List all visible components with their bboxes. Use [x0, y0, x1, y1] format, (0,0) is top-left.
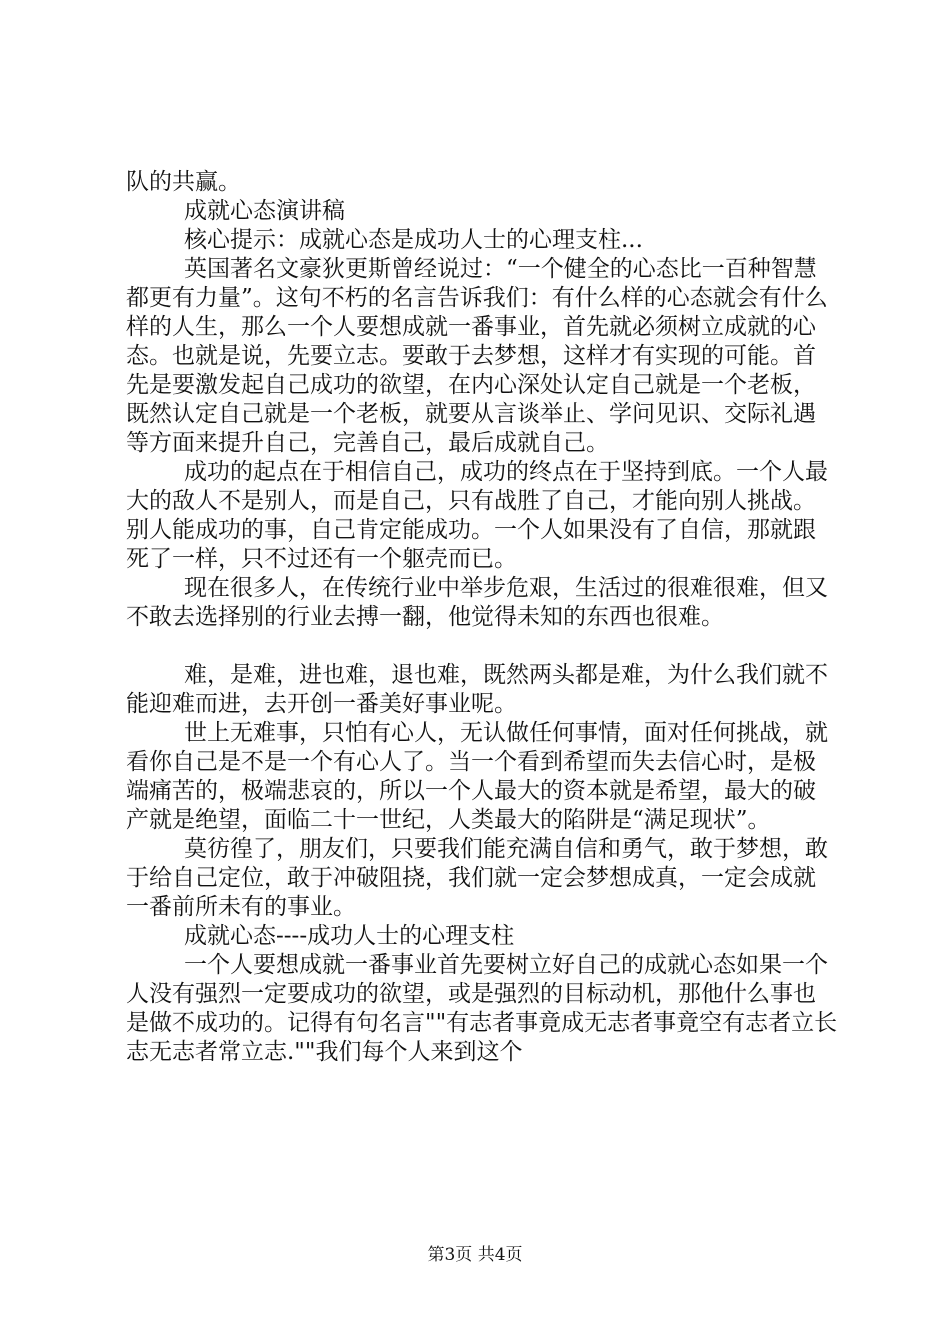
paragraph-9: 莫彷徨了，朋友们，只要我们能充满自信和勇气，敢于梦想，敢于给自己定位，敢于冲破阻挠，我们就一定会梦想成真，一定会成就一番前所未有的事业。 [126, 836, 828, 920]
document-body [126, 168, 838, 1067]
paragraph-2-title: 成就心态演讲稿 [184, 198, 345, 224]
paragraph-5: 成功的起点在于相信自己，成功的终点在于坚持到底。一个人最大的敌人不是别人，而是自己，只有战胜了自己，才能向别人挑战。别人能成功的事，自己肯定能成功。一个人如果没有了自信，那就跟死了一样，只不过还有一个躯壳而已。 [126, 459, 828, 572]
paragraph-3-hint: 核心提示：成就心态是成功人士的心理支柱... [184, 227, 643, 253]
page-footer: 第3页 共4页 [427, 1245, 523, 1265]
paragraph-1: 队的共赢。 [126, 169, 241, 195]
blank-line [126, 632, 838, 661]
paragraph-6: 现在很多人，在传统行业中举步危艰，生活过的很难很难，但又不敢去选择别的行业去搏一翻，他觉得未知的东西也很难。 [126, 575, 828, 630]
paragraph-7: 难，是难，进也难，退也难，既然两头都是难，为什么我们就不能迎难而进，去开创一番美好事业呢。 [126, 662, 828, 717]
paragraph-10-heading: 成就心态----成功人士的心理支柱 [184, 923, 515, 949]
paragraph-11: 一个人要想成就一番事业首先要树立好自己的成就心态如果一个人没有强烈一定要成功的欲望，或是强烈的目标动机，那他什么事也是做不成功的。记得有句名言""有志者事竟成无志者事竟空有志者立长志无志者常立志.""我们每个人来到这个 [126, 952, 838, 1065]
paragraph-4: 英国著名文豪狄更斯曾经说过：“一个健全的心态比一百种智慧都更有力量”。这句不朽的名言告诉我们：有什么样的心态就会有什么样的人生，那么一个人要想成就一番事业，首先就必须树立成就的心态。也就是说，先要立志。要敢于去梦想，这样才有实现的可能。首先是要激发起自己成功的欲望，在内心深处认定自己就是一个老板，既然认定自己就是一个老板，就要从言谈举止、学问见识、交际礼遇等方面来提升自己，完善自己，最后成就自己。 [126, 256, 828, 456]
paragraph-8: 世上无难事，只怕有心人，无认做任何事情，面对任何挑战，就看你自己是不是一个有心人了。当一个看到希望而失去信心时，是极端痛苦的，极端悲哀的，所以一个人最大的资本就是希望，最大的破产就是绝望，面临二十一世纪，人类最大的陷阱是“满足现状”。 [126, 720, 828, 833]
